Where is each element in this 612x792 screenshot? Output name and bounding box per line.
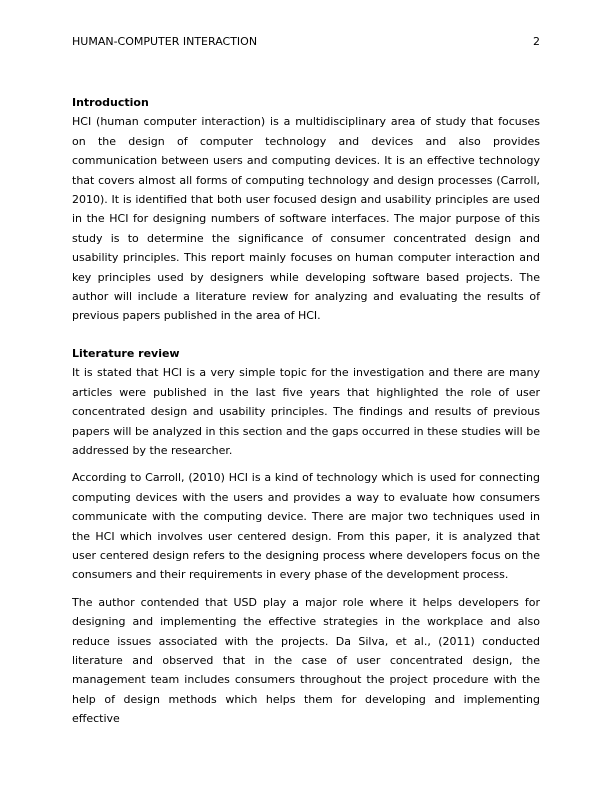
- introduction-paragraph-1: HCI (human computer interaction) is a multidisciplinary area of study that focuses on the design of computer technology and devices and also provides communication between users and computing devices. It is an effective technology that covers almost all forms of computing technology and design processes (Carroll, 2010). It is identified that both user focused design and usability principles are used in the HCI for designing numbers of software interfaces. The major purpose of this study is to determine the significance of consumer concentrated design and usability principles. This report mainly focuses on human computer interaction and key principles used by designers while developing software based projects. The author will include a literature review for analyzing and evaluating the results of previous papers published in the area of HCI.: [72, 115, 540, 323]
- document-body: [72, 93, 540, 729]
- paragraph-spacer: [72, 460, 540, 468]
- literature-review-paragraph-3: The author contended that USD play a major role where it helps developers for designing and implementing the effective strategies in the workplace and also reduce issues associated with the projects. Da Silva, et al., (2011) conducted literature and observed that in the case of user concentrated design, the management team includes consumers throughout the project procedure with the help of design methods which helps them for developing and implementing effective: [72, 595, 540, 726]
- paragraph-spacer: [72, 585, 540, 593]
- section-spacer: [72, 326, 540, 344]
- literature-review-heading: Literature review: [72, 346, 180, 360]
- running-title: HUMAN-COMPUTER INTERACTION: [72, 35, 258, 48]
- literature-review-paragraph-2: According to Carroll, (2010) HCI is a kind of technology which is used for connecting computing devices with the users and provides a way to evaluate how consumers communicate with the computing device. There are major two techniques used in the HCI which involves user centered design. From this paper, it is analyzed that user centered design refers to the designing process where developers focus on the consumers and their requirements in every phase of the development process.: [72, 471, 540, 582]
- literature-review-paragraph-1: It is stated that HCI is a very simple topic for the investigation and there are many articles were published in the last five years that highlighted the role of user concentrated design and usability principles. The findings and results of previous papers will be analyzed in this section and the gaps occurred in these studies will be addressed by the researcher.: [72, 366, 540, 457]
- introduction-heading: Introduction: [72, 96, 149, 109]
- running-header: [72, 35, 540, 49]
- page-number: 2: [533, 35, 540, 48]
